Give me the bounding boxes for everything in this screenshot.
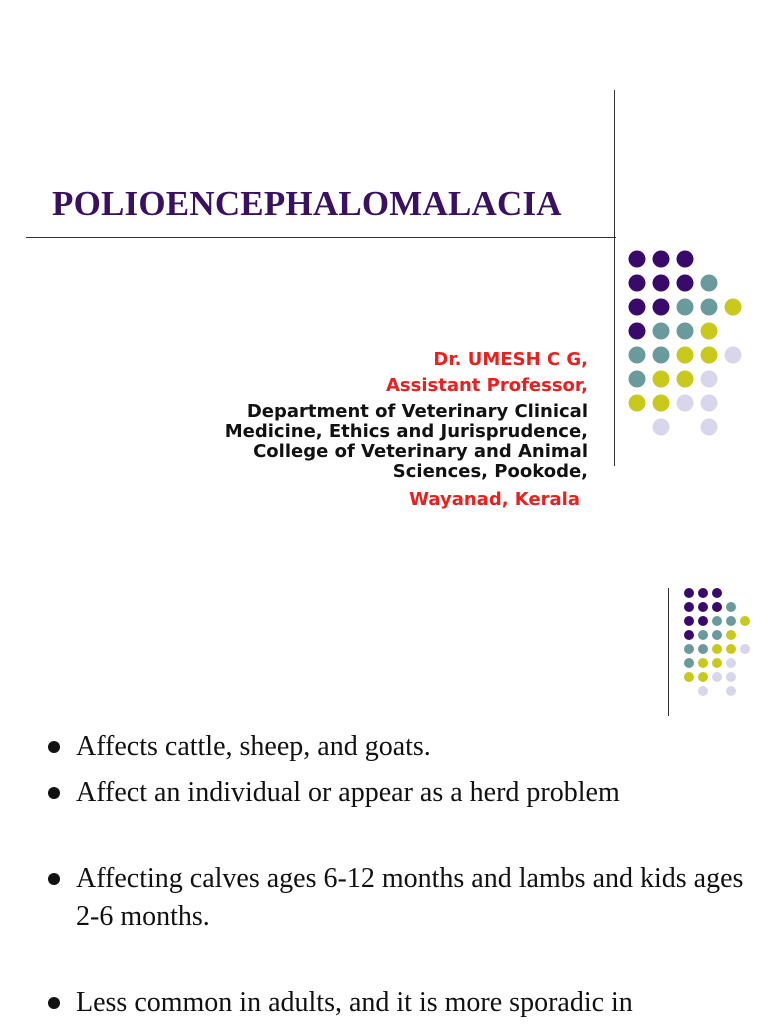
decorative-dot xyxy=(629,395,646,412)
decorative-dot xyxy=(712,630,722,640)
author-location: Wayanad, Kerala xyxy=(409,489,580,510)
decorative-dot xyxy=(701,299,718,316)
decorative-dot xyxy=(629,251,646,268)
decorative-dot xyxy=(726,630,736,640)
decorative-dot xyxy=(698,602,708,612)
decorative-dot xyxy=(677,299,694,316)
decorative-dot xyxy=(629,275,646,292)
bullet-item: Affects cattle, sheep, and goats. xyxy=(46,728,746,766)
author-department-line: Medicine, Ethics and Jurisprudence, xyxy=(224,421,588,442)
decorative-dot xyxy=(726,602,736,612)
decorative-dot xyxy=(684,616,694,626)
title-divider-line xyxy=(26,237,616,238)
vertical-divider-line xyxy=(614,90,615,466)
decorative-dot xyxy=(677,251,694,268)
dot-grid-small xyxy=(684,588,750,696)
decorative-dot xyxy=(684,672,694,682)
decorative-dot xyxy=(698,616,708,626)
decorative-dot xyxy=(726,644,736,654)
author-position: Assistant Professor, xyxy=(385,375,588,396)
decorative-dot xyxy=(684,658,694,668)
decorative-dot xyxy=(698,644,708,654)
author-department-line: Department of Veterinary Clinical xyxy=(246,401,588,422)
decorative-dot xyxy=(653,275,670,292)
decorative-dot xyxy=(726,616,736,626)
decorative-dot xyxy=(677,347,694,364)
decorative-dot xyxy=(701,323,718,340)
decorative-dot xyxy=(740,644,750,654)
decorative-dot xyxy=(712,658,722,668)
decorative-dot xyxy=(726,686,736,696)
decorative-dot xyxy=(629,299,646,316)
decorative-dot xyxy=(653,371,670,388)
author-department-line: Sciences, Pookode, xyxy=(392,461,588,482)
decorative-dot xyxy=(698,630,708,640)
bullet-item: Affect an individual or appear as a herd problem xyxy=(46,774,746,812)
decorative-dot xyxy=(684,644,694,654)
author-name: Dr. UMESH C G, xyxy=(433,349,588,370)
decorative-dot xyxy=(726,658,736,668)
decorative-dot xyxy=(653,323,670,340)
decorative-dot xyxy=(629,371,646,388)
decorative-dot xyxy=(701,395,718,412)
author-block xyxy=(225,350,588,510)
decorative-dot xyxy=(684,602,694,612)
decorative-dot xyxy=(712,672,722,682)
decorative-dot xyxy=(712,644,722,654)
decorative-dot xyxy=(677,395,694,412)
decorative-dot xyxy=(726,672,736,682)
bullet-item: Affecting calves ages 6-12 months and lambs and kids ages 2-6 months. xyxy=(46,860,746,936)
decorative-dot xyxy=(653,251,670,268)
decorative-dot xyxy=(629,347,646,364)
decorative-dot xyxy=(725,299,742,316)
decorative-dot xyxy=(684,630,694,640)
decorative-dot xyxy=(701,371,718,388)
slide-title: POLIOENCEPHALOMALACIA xyxy=(52,184,562,223)
dot-grid-large xyxy=(629,251,742,436)
bullet-list xyxy=(46,728,746,1024)
decorative-dot xyxy=(698,658,708,668)
vertical-divider-line-small xyxy=(668,588,669,716)
decorative-dot xyxy=(712,616,722,626)
decorative-dot xyxy=(740,616,750,626)
author-department-line: College of Veterinary and Animal xyxy=(253,441,588,462)
decorative-dot xyxy=(629,323,646,340)
decorative-dot xyxy=(653,395,670,412)
decorative-dot xyxy=(712,602,722,612)
decorative-dot xyxy=(677,275,694,292)
decorative-dot xyxy=(684,588,694,598)
decorative-dot xyxy=(698,672,708,682)
decorative-dot xyxy=(653,347,670,364)
decorative-dot xyxy=(698,588,708,598)
decorative-dot xyxy=(712,588,722,598)
decorative-dot xyxy=(701,275,718,292)
decorative-dot xyxy=(701,347,718,364)
decorative-dot xyxy=(653,299,670,316)
decorative-dot xyxy=(701,419,718,436)
decorative-dot xyxy=(653,419,670,436)
decorative-dot xyxy=(677,323,694,340)
bullet-item: Less common in adults, and it is more sporadic in xyxy=(46,984,746,1022)
decorative-dot xyxy=(725,347,742,364)
decorative-dot xyxy=(677,371,694,388)
decorative-dot xyxy=(698,686,708,696)
